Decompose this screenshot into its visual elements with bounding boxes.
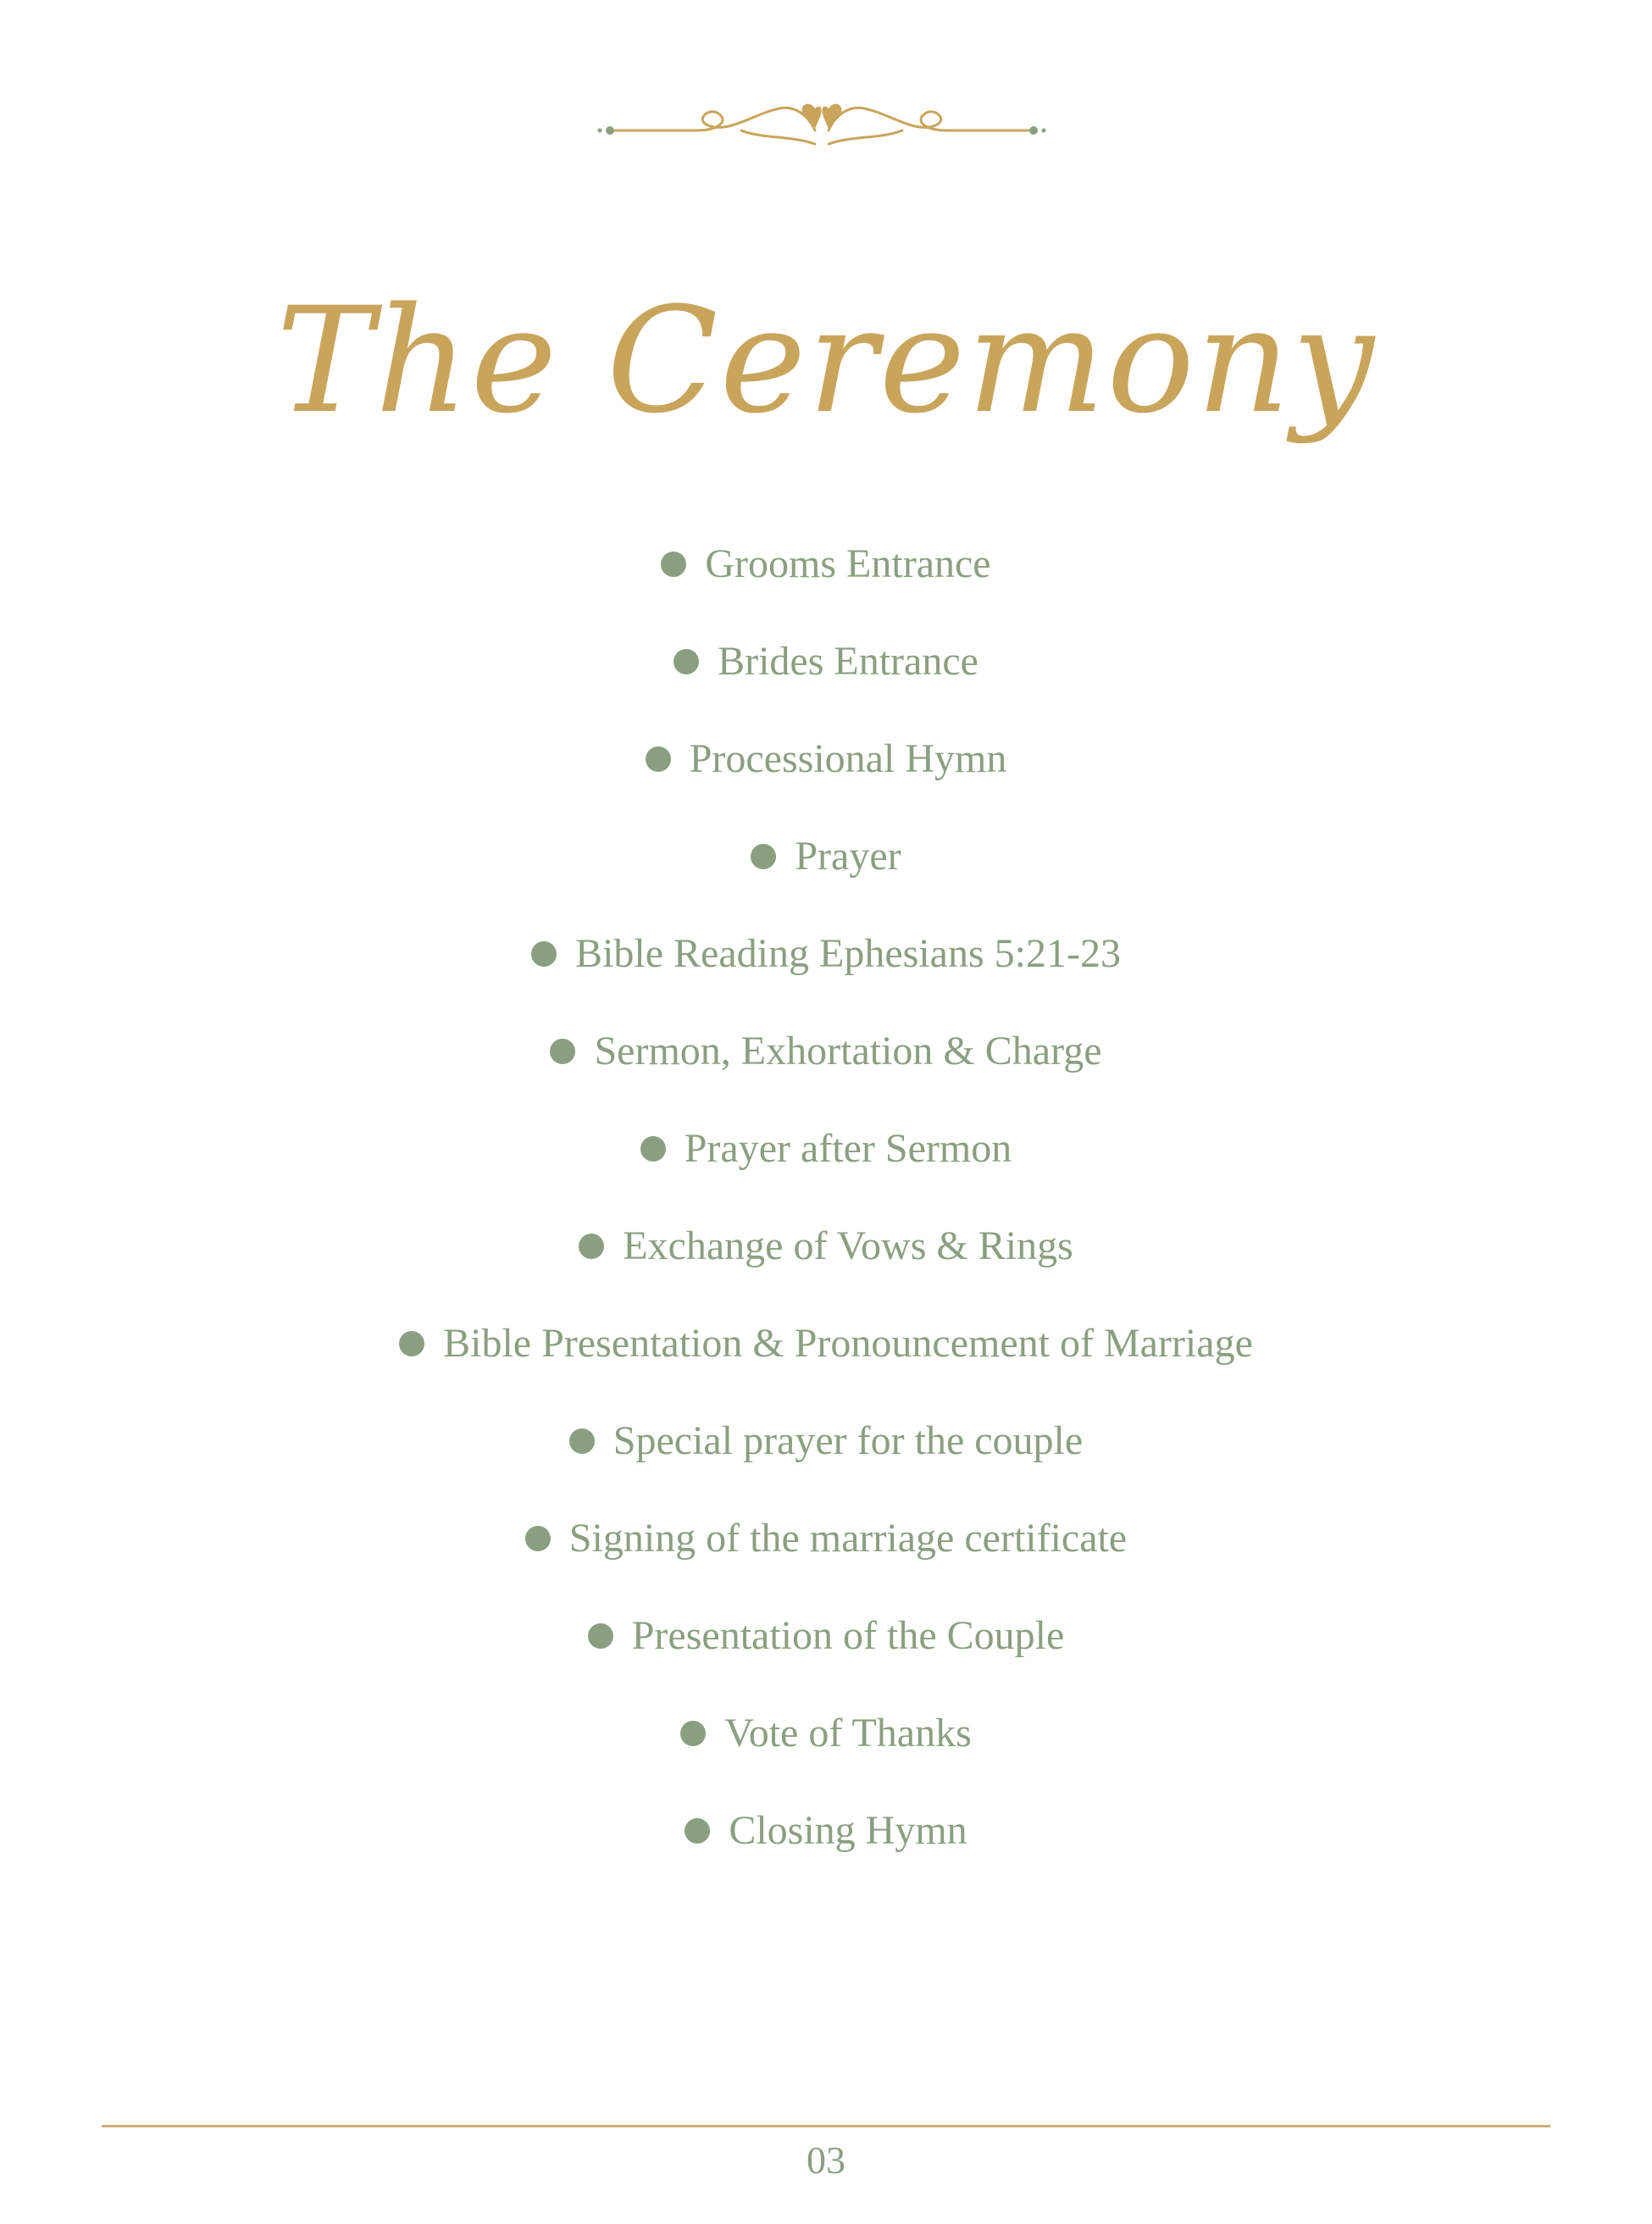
list-item-label: Processional Hymn [689,736,1007,781]
list-item-label: Bible Presentation & Pronouncement of Marriage [443,1321,1253,1366]
list-item-label: Sermon, Exhortation & Charge [594,1029,1102,1073]
bullet-dot-icon [569,1428,595,1454]
list-item [0,831,1652,929]
bullet-dot-icon [588,1623,613,1649]
page-number: 03 [807,2138,845,2182]
list-item-label: Presentation of the Couple [631,1613,1065,1658]
list-item [0,929,1652,1026]
bullet-dot-icon [579,1234,604,1259]
list-item-label: Bible Reading Ephesians 5:21-23 [575,931,1121,976]
list-item-label: Closing Hymn [729,1808,967,1853]
list-item [0,1805,1652,1903]
bullet-dot-icon [661,552,686,577]
list-item-label: Exchange of Vows & Rings [623,1223,1073,1268]
list-item [0,1416,1652,1513]
ceremony-program-list [0,539,1652,1903]
list-item [0,1221,1652,1318]
bullet-dot-icon [550,1039,575,1064]
bullet-dot-icon [751,844,776,869]
list-item [0,734,1652,831]
bullet-dot-icon [399,1331,424,1356]
list-item [0,539,1652,636]
scroll-hearts-ornament-icon [593,92,1051,163]
list-item-label: Brides Entrance [718,639,978,684]
list-item-label: Special prayer for the couple [613,1418,1084,1463]
bullet-dot-icon [685,1818,710,1844]
list-item [0,1026,1652,1123]
list-item-label: Signing of the marriage certificate [568,1516,1128,1561]
list-item-label: Prayer after Sermon [684,1126,1012,1171]
list-item [0,1708,1652,1805]
bullet-dot-icon [680,1721,706,1746]
list-item [0,1513,1652,1611]
footer-divider [102,2125,1550,2127]
bullet-dot-icon [531,941,557,967]
list-item [0,1123,1652,1221]
bullet-dot-icon [525,1526,551,1551]
list-item-label: Grooms Entrance [705,541,991,586]
bullet-dot-icon [674,649,699,674]
list-item [0,636,1652,734]
page-title: The Ceremony [276,275,1376,446]
list-item [0,1318,1652,1416]
list-item-label: Vote of Thanks [724,1711,972,1755]
list-item [0,1611,1652,1708]
bullet-dot-icon [640,1136,666,1162]
list-item-label: Prayer [795,834,901,879]
bullet-dot-icon [646,746,671,772]
